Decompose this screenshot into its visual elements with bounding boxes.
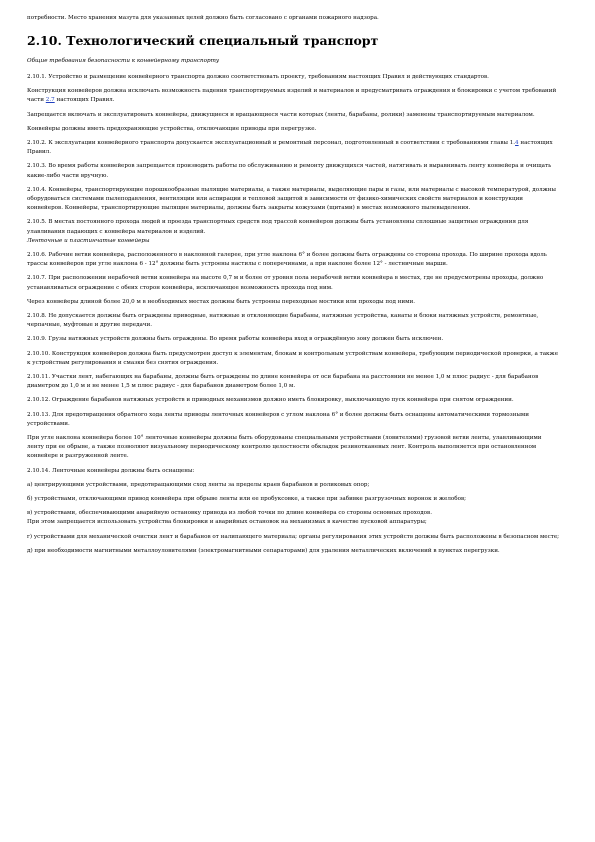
paragraph-2-10-2-text-a: 2.10.2. К эксплуатации конвейерного транспорта допускается эксплуатационный и ремонтный персонал, подготовленный в соответствии с требованиями главы 1. bbox=[27, 139, 516, 146]
section-title: 2.10. Технологический специальный транспорт bbox=[27, 33, 379, 49]
intro-paragraph: потребности. Место хранения мазута для указанных целей должно быть согласовано с органами пожарного надзора. bbox=[27, 15, 379, 21]
paragraph-2-10-2 bbox=[27, 139, 560, 157]
paragraph-2-10-1: 2.10.1. Устройство и размещение конвейерного транспорта должно соответствовать проекту, требованиям настоящих Правил и действующих стандартов. bbox=[27, 73, 489, 80]
paragraph-design bbox=[27, 87, 560, 105]
subtitle-general: Общие требования безопасности к конвейерному транспорту bbox=[27, 58, 220, 65]
paragraph-2-10-5: 2.10.5. В местах постоянного прохода людей и проезда транспортных средств под трассой конвейеров должны быть установлены сплошные защитные ограждения для улавливания падающих с конвейера материалов и изделий. bbox=[27, 219, 529, 235]
list-item-v: в) устройствами, обеспечивающими аварийную остановку привода из любой точки по длине конвейера со стороны основных проходов. bbox=[27, 510, 432, 517]
subtitle-belt-conveyors: Ленточные и пластинчатые конвейеры bbox=[27, 237, 150, 244]
paragraph-incline: При угле наклона конвейера более 10° ленточные конвейеры должны быть оборудованы специальными устройствами (ловителями) грузовой ветви ленты, улавливающими ленту при ее обрыве, а также позволяют визуальному периодическому контролю целостности обкладок резинотканевых лент. Контроль выполняется при остановленном конвейере и разгруженной ленте. bbox=[27, 435, 542, 460]
list-item-g: г) устройствами для механической очистки лент и барабанов от налипающего материала; органы регулирования этих устройств должны быть расположены в безопасном месте; bbox=[27, 533, 560, 540]
paragraph-2-10-7: 2.10.7. При расположении нерабочей ветви конвейера на высоте 0,7 м и более от уровня пола нерабочей ветви конвейера в местах, где не предусмотрены проходы, должно устанавливаться ограждение с обеих сторон конвейера, исключающее возможность прохода под ним. bbox=[27, 275, 544, 291]
paragraph-2-10-13: 2.10.13. Для предотвращения обратного хода ленты приводы ленточных конвейеров с углом наклона 6° и более должны быть оснащены автоматическими тормозными устройствами. bbox=[27, 411, 529, 427]
paragraph-2-10-8: 2.10.8. Не допускается должны быть ограждены приводные, натяжные и отклоняющие барабаны, натяжные устройства, канаты и блоки натяжных устройств, ремонтные, черпачные, муфтовые и другие передачи. bbox=[27, 312, 539, 329]
paragraph-forbidden: Запрещается включать и эксплуатировать конвейеры, движущиеся и вращающиеся части которых (ленты, барабаны, ролики) заменены транспортируемым материалом. bbox=[27, 111, 535, 118]
paragraph-design-text-b: настоящих Правил. bbox=[54, 97, 115, 104]
paragraph-2-10-4: 2.10.4. Конвейеры, транспортирующие порошкообразные пылящие материалы, а также материалы, выделяющие пары и газы, или материалы с высокой температурой, должны оборудоваться системами пылеподавления, вентиляции или аспирации и тепловой защитой в зависимости от физико-химических свойств материалов и конструкции конвейеров. Конвейеры, транспортирующие пылящие материалы, должны быть закрыты кожухами (щитами) в местах возможного пылевыделения. bbox=[27, 186, 556, 212]
list-item-v-continued: При этом запрещается использовать устройства блокировки и аварийных остановок на механизмах в качестве пусковой аппаратуры; bbox=[27, 519, 427, 526]
link-chapter-1-4[interactable]: 4 bbox=[515, 139, 519, 146]
list-item-a: а) центрирующими устройствами, предотвращающими сход ленты за пределы краев барабанов и роликовых опор; bbox=[27, 481, 370, 488]
paragraph-2-10-10: 2.10.10. Конструкция конвейеров должна быть предусмотрен доступ к элементам, блокам и контрольным устройствам конвейера, требующим периодической проверки, а также к устройствам регулирования и смазки без снятия ограждения. bbox=[27, 350, 559, 366]
paragraph-2-10-14: 2.10.14. Ленточные конвейеры должны быть оснащены: bbox=[27, 467, 195, 474]
paragraph-2-10-2-text-b: настоящих Правил. bbox=[27, 139, 553, 156]
list-item-b: б) устройствами, отключающими привод конвейера при обрыве ленты или ее пробуксовке, а также при забивке разгрузочных воронок и желобов; bbox=[27, 496, 467, 503]
paragraph-design-text-a: Конструкция конвейеров должна исключать возможность падения транспортируемых изделий и материалов и предусматривать ограждения и блокировки с учетом требований части bbox=[27, 88, 557, 104]
paragraph-2-10-9: 2.10.9. Грузы натяжных устройств должны быть ограждены. Во время работы конвейера вход в ограждённую зону должен быть исключен. bbox=[27, 336, 444, 343]
paragraph-2-10-3: 2.10.3. Во время работы конвейеров запрещается производить работы по обслуживанию и ремонту движущихся частей, натягивать и выравнивать ленту конвейера и очищать какие-либо части вручную. bbox=[27, 163, 552, 179]
paragraph-overload: Конвейеры должны иметь предохраняющие устройства, отключающие приводы при перегрузке. bbox=[27, 125, 317, 132]
link-part-2-7[interactable]: 2.7 bbox=[45, 97, 55, 104]
list-item-d: д) при необходимости магнитными металлоуловителями (электромагнитными сепараторами) для удаления металлических включений в пунктах перегрузки. bbox=[27, 547, 500, 554]
paragraph-2-10-12: 2.10.12. Ограждение барабанов натяжных устройств и приводных механизмов должно иметь блокировку, выключающую пуск конвейера при снятом ограждении. bbox=[27, 397, 514, 404]
paragraph-bridges: Через конвейеры длиной более 20,0 м в необходимых местах должны быть устроены переходные мостики или проходы под ними. bbox=[27, 298, 416, 305]
paragraph-2-10-6: 2.10.6. Рабочие ветви конвейера, расположенного в наклонной галерее, при угле наклона 6° и более должны быть ограждены со стороны прохода. По ширине прохода вдоль трассы конвейеров при угле наклона 6 - 12° должны быть устроены настилы с поперечинами, а при наклоне более 12° - лестничные марши. bbox=[27, 251, 547, 268]
paragraph-2-10-11: 2.10.11. Участки лент, набегающих на барабаны, должны быть ограждены по длине конвейера от оси барабана на расстоянии не менее 1,0 м плюс радиус - для барабанов диаметром до 1,0 м и не менее 1,5 м плюс радиус - для барабанов диаметром более 1,0 м. bbox=[27, 373, 539, 390]
